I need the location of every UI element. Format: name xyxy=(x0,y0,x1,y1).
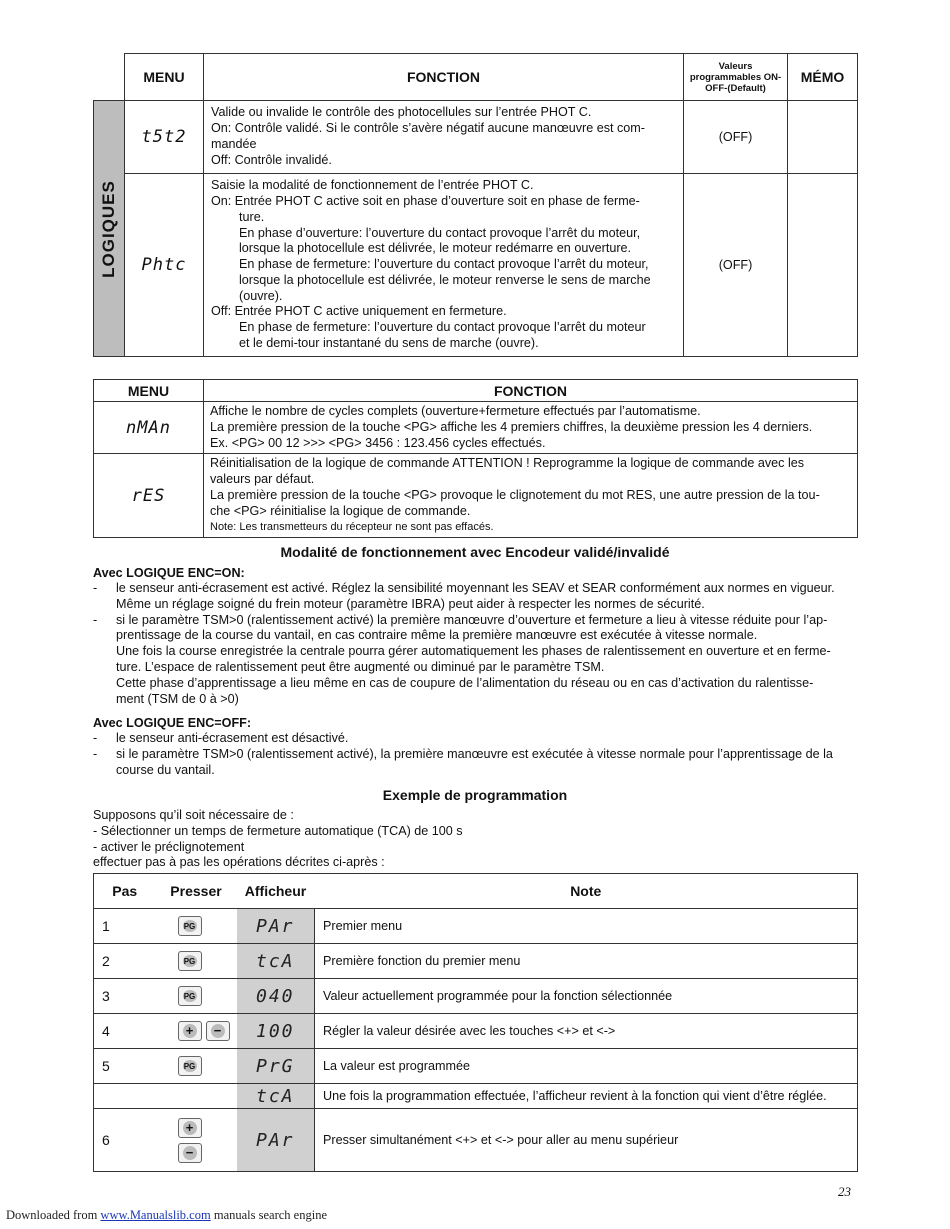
programming-steps-table xyxy=(93,873,858,1172)
step-note: Premier menu xyxy=(315,909,858,944)
display-value: PrG xyxy=(255,1055,295,1077)
menu-code: Phtc xyxy=(141,255,187,275)
value-cell: (OFF) xyxy=(684,101,788,174)
header-note: Note xyxy=(315,874,858,909)
display-value: PAr xyxy=(255,915,295,937)
memo-cell xyxy=(788,101,858,174)
step-note: Régler la valeur désirée avec les touches <+> et <-> xyxy=(315,1014,858,1049)
example-section: Exemple de programmation Supposons qu’il soit nécessaire de : - Sélectionner un temps de fermeture automatique (TCA) de 100 s - activer le préclignotement effectuer pas à pas les opérations décrites ci-après : xyxy=(93,786,857,871)
display-value: tcA xyxy=(255,950,295,972)
step-note: Une fois la programmation effectuée, l’afficheur revient à la fonction qui vient d’être réglée. xyxy=(315,1084,858,1109)
manualslib-link[interactable]: www.Manualslib.com xyxy=(100,1208,211,1222)
note-text: Note: Les transmetteurs du récepteur ne sont pas effacés. xyxy=(210,520,494,533)
minus-key-icon: − xyxy=(206,1021,230,1041)
list-item: - le senseur anti-écrasement est activé. Réglez la sensibilité moyennant les SEAV et SEAR conformément aux normes en vigueur. Même un réglage soigné du frein moteur (paramètre IBRA) peut aider à respecter les normes de sécurité. xyxy=(93,581,835,611)
menu-code: rES xyxy=(131,485,166,506)
pg-key-icon: PG xyxy=(178,916,202,936)
section-title: Modalité de fonctionnement avec Encodeur validé/invalidé xyxy=(280,544,670,560)
logic-table xyxy=(93,53,858,357)
header-valeurs: Valeurs programmables ON-OFF-(Default) xyxy=(684,54,788,101)
menu-code: t5t2 xyxy=(141,127,187,147)
section-title: Exemple de programmation xyxy=(382,787,568,803)
step-note: Première fonction du premier menu xyxy=(315,944,858,979)
list-item: - si le paramètre TSM>0 (ralentissement activé), la première manœuvre est exécutée à vitesse normale pour l’apprentissage de la course du vantail. xyxy=(93,747,833,777)
page-number: 23 xyxy=(838,1184,851,1199)
table-row: 2 PG tcA Première fonction du premier menu xyxy=(94,944,858,979)
menu-function-table xyxy=(93,379,858,538)
header-memo: MÉMO xyxy=(788,54,858,101)
memo-cell xyxy=(788,174,858,357)
pg-key-icon: PG xyxy=(178,986,202,1006)
enc-off-heading: Avec LOGIQUE ENC=OFF: xyxy=(93,716,252,731)
encoder-section xyxy=(93,543,857,779)
header-pas: Pas xyxy=(94,874,156,909)
fonction-cell: Réinitialisation de la logique de commande ATTENTION ! Reprogramme la logique de commande avec les valeurs par défaut. La première pression de la touche <PG> provoque le clignotement du mot RES, une autre pression de la tou- che <PG> réinitialise la logique de commande. Note: Les transmetteurs du récepteur ne sont pas effacés. xyxy=(204,454,858,538)
menu-code: nMAn xyxy=(126,417,171,438)
plus-key-icon: + xyxy=(178,1021,202,1041)
display-value: PAr xyxy=(255,1129,295,1151)
display-value: 040 xyxy=(255,985,295,1007)
header-afficheur: Afficheur xyxy=(237,874,315,909)
pg-key-icon: PG xyxy=(178,1056,202,1076)
header-fonction: FONCTION xyxy=(204,380,858,402)
header-fonction: FONCTION xyxy=(204,54,684,101)
table-row: 6 + − PAr Presser simultanément <+> et <-> pour aller au menu supérieur xyxy=(94,1109,858,1172)
fonction-cell: Saisie la modalité de fonctionnement de l’entrée PHOT C. On: Entrée PHOT C active soit en phase d’ouverture soit en phase de ferme- ture. En phase d’ouverture: l’ouverture du contact provoque l’arrêt du moteur, lorsque la photocellule est délivrée, le moteur redémarre en ouverture. En phase de fermeture: l’ouverture du contact provoque l’arrêt du moteur, lorsque la photocellule est délivrée, le moteur renverse le sens de marche (ouvre). Off: Entrée PHOT C active uniquement en fermeture. En phase de fermeture: l’ouverture du contact provoque l’arrêt du moteur et le demi-tour instantané du sens de marche (ouvre). xyxy=(204,174,684,357)
pg-key-icon: PG xyxy=(178,951,202,971)
header-menu: MENU xyxy=(125,54,204,101)
value-cell: (OFF) xyxy=(684,174,788,357)
step-note: Valeur actuellement programmée pour la fonction sélectionnée xyxy=(315,979,858,1014)
table-row: 5 PG PrG La valeur est programmée xyxy=(94,1049,858,1084)
minus-key-icon: − xyxy=(178,1143,202,1163)
enc-on-heading: Avec LOGIQUE ENC=ON: xyxy=(93,566,245,580)
table-row: 1 PG PAr Premier menu xyxy=(94,909,858,944)
download-footer: Downloaded from www.Manualslib.com manuals search engine xyxy=(6,1208,327,1222)
header-presser: Presser xyxy=(156,874,237,909)
table-row: 3 PG 040 Valeur actuellement programmée pour la fonction sélectionnée xyxy=(94,979,858,1014)
step-note: Presser simultanément <+> et <-> pour aller au menu supérieur xyxy=(315,1109,858,1172)
table-row xyxy=(94,1084,858,1109)
display-value: 100 xyxy=(255,1020,295,1042)
list-item: - si le paramètre TSM>0 (ralentissement activé) la première manœuvre d’ouverture et fermeture a lieu à vitesse réduite pour l’ap- prentissage de la course du vantail, en cas contraire même la première manœuvre est exécutée à vitesse normale. Une fois la course enregistrée la centrale pourra gérer automatiquement les phases de ralentissement en ouverture et en ferme- ture. L’espace de ralentissement peut être augmenté ou diminué par le paramètre TSM. Cette phase d’apprentissage a lieu même en cas de coupure de l’alimentation du réseau ou en cas d’activation du ralentisse- ment (TSM de 0 à >0) xyxy=(93,612,831,706)
list-item: - le senseur anti-écrasement est désactivé. xyxy=(93,731,349,746)
side-label-logiques: LOGIQUES xyxy=(94,101,125,357)
table-row: 4 + − 100 Régler la valeur désirée avec les touches <+> et <-> xyxy=(94,1014,858,1049)
fonction-cell: Affiche le nombre de cycles complets (ouverture+fermeture effectués par l’automatisme. La première pression de la touche <PG> affiche les 4 premiers chiffres, la deuxième pression les 4 derniers. Ex. <PG> 00 12 >>> <PG> 3456 : 123.456 cycles effectués. xyxy=(204,402,858,454)
header-menu: MENU xyxy=(94,380,204,402)
plus-key-icon: + xyxy=(178,1118,202,1138)
display-value: tcA xyxy=(255,1085,295,1107)
step-note: La valeur est programmée xyxy=(315,1049,858,1084)
fonction-cell: Valide ou invalide le contrôle des photocellules sur l’entrée PHOT C. On: Contrôle validé. Si le contrôle s’avère négatif aucune manœuvre est com- mandée Off: Contrôle invalidé. xyxy=(204,101,684,174)
